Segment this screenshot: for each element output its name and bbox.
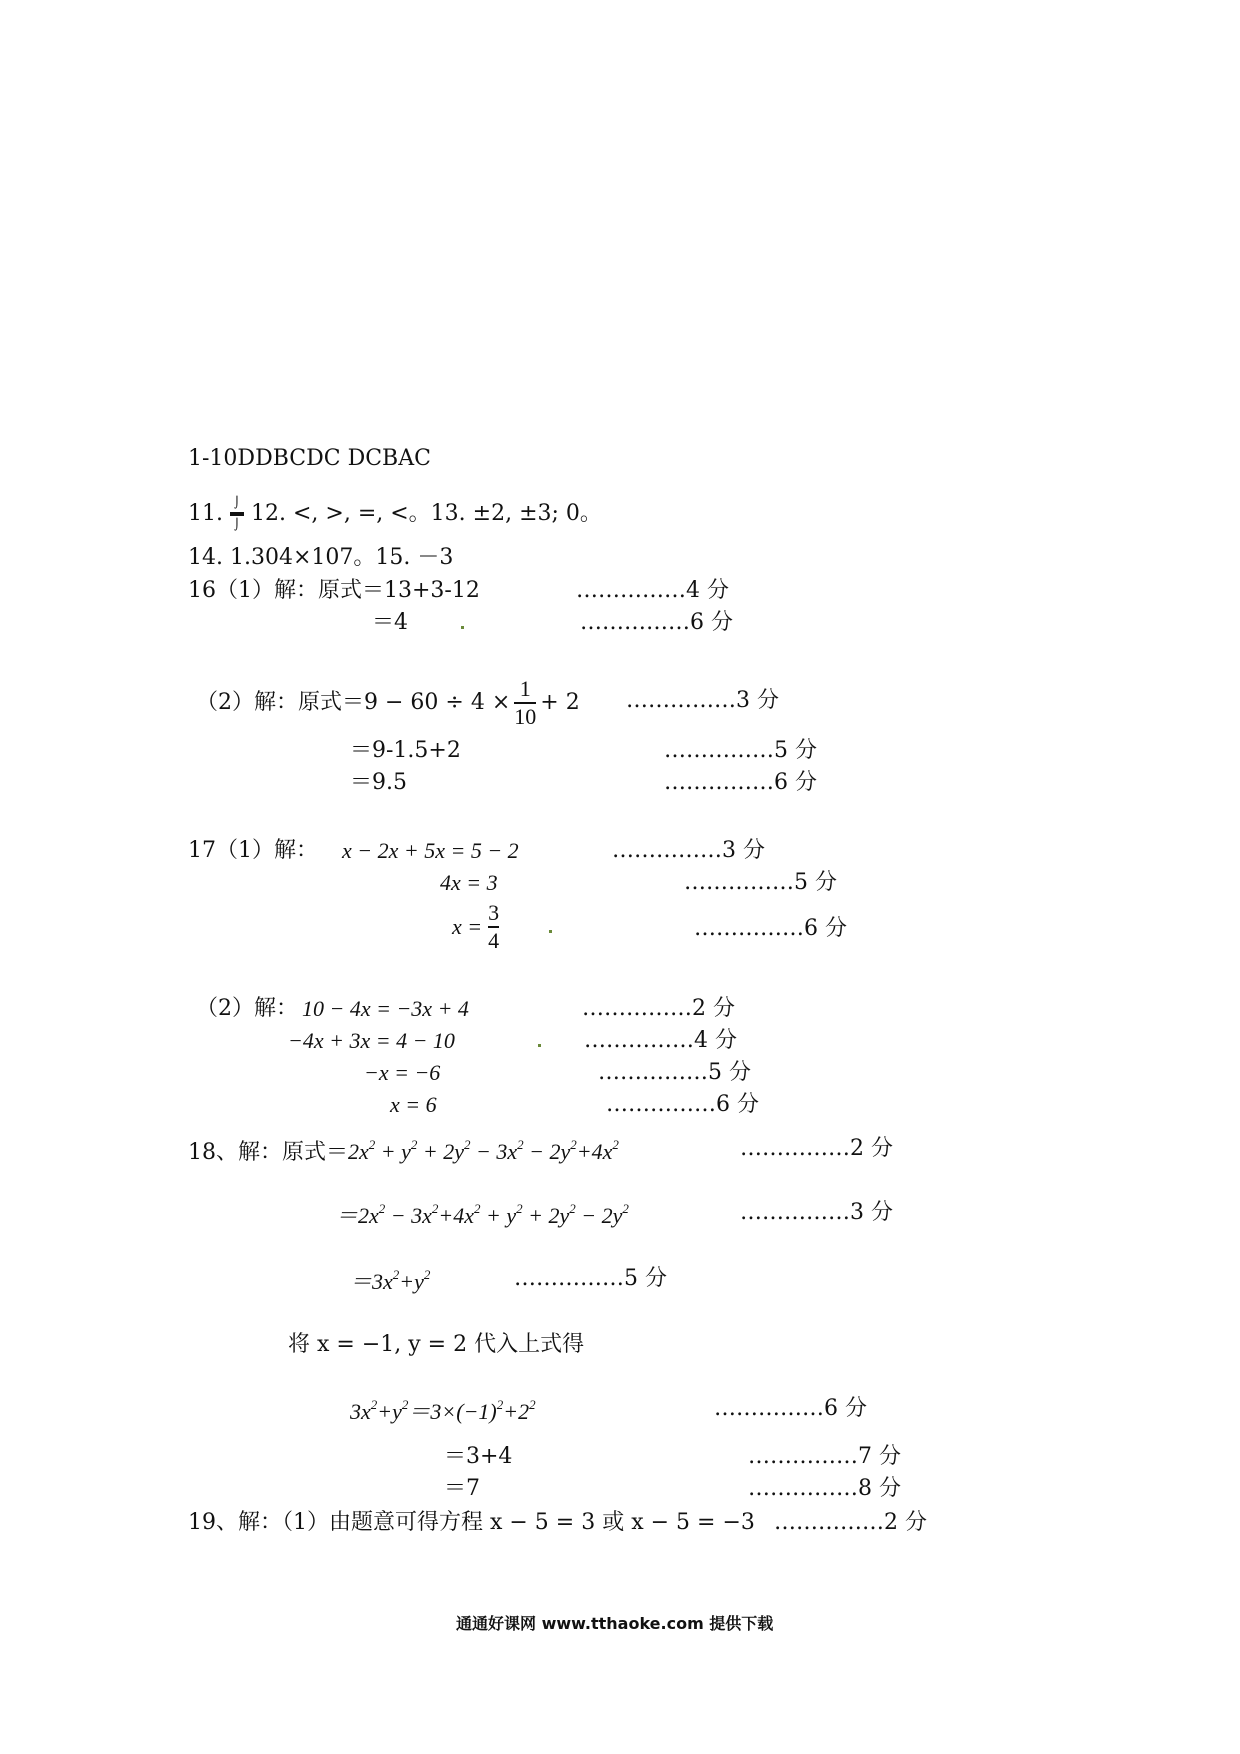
- q17-1-score1: ……………3 分: [612, 838, 765, 863]
- q16-2-line1: [196, 678, 580, 728]
- q17-2-label: （2）解：: [196, 996, 298, 1021]
- frac-denominator: 4: [488, 928, 500, 953]
- scan-speck: [549, 930, 552, 933]
- q18-score2: ……………3 分: [740, 1200, 893, 1225]
- q18-score6: ……………8 分: [748, 1476, 901, 1501]
- q18-score3: ……………5 分: [514, 1266, 667, 1291]
- q17-2-score4: ……………6 分: [606, 1092, 759, 1117]
- q16-2-line3: ＝9.5: [350, 770, 407, 795]
- q17-1-fraction: [488, 902, 499, 952]
- q17-2-eq1: 10 − 4x = −3x + 4: [302, 996, 469, 1021]
- q17-1-score2: ……………5 分: [684, 870, 837, 895]
- q17-2-score3: ……………5 分: [598, 1060, 751, 1085]
- q17-1-eq2: 4x = 3: [440, 870, 498, 895]
- q12-q13-answers: 12. <, >, =, <。13. ±2, ±3; 0。: [251, 501, 602, 526]
- q17-2-score2: ……………4 分: [584, 1028, 737, 1053]
- q16-1-line1: 16（1）解：原式＝13+3-12: [188, 578, 480, 603]
- q17-2-score1: ……………2 分: [582, 996, 735, 1021]
- q18-line4: $3x^2+y^2=3\times(-1)^2+2^2$: [350, 1397, 536, 1424]
- q16-2-score3: ……………6 分: [664, 770, 817, 795]
- q11-fraction-mark: ⌡ ⌡: [230, 497, 244, 531]
- scan-speck: [538, 1044, 541, 1047]
- q17-1-label: 17（1）解：: [188, 838, 318, 863]
- q17-2-eq2: −4x + 3x = 4 − 10: [288, 1028, 455, 1053]
- q16-2-score2: ……………5 分: [664, 738, 817, 763]
- q18-line5: ＝3+4: [444, 1444, 513, 1469]
- q16-2-line2: ＝9-1.5+2: [350, 738, 461, 763]
- frac-numerator: 1: [519, 676, 531, 701]
- q17-2-eq3: −x = −6: [364, 1060, 441, 1085]
- scan-speck: [461, 626, 464, 629]
- q16-1-score1: ……………4 分: [576, 578, 729, 603]
- q16-2-tail: + 2: [540, 690, 580, 715]
- q19-line1: 19、解：（1）由题意可得方程 x − 5 = 3 或 x − 5 = −3: [188, 1510, 755, 1535]
- q18-score5: ……………7 分: [748, 1444, 901, 1469]
- q16-2-fraction: [514, 678, 536, 728]
- q17-1-eq3-lhs: x =: [452, 914, 483, 939]
- q18-score4: ……………6 分: [714, 1396, 867, 1421]
- mc-answers: 1-10DDBCDC DCBAC: [188, 446, 431, 471]
- q18-line1: [188, 1138, 619, 1164]
- q14-q15-answers: 14. 1.304×107。15. －3: [188, 545, 454, 570]
- q19-score: ……………2 分: [774, 1510, 927, 1535]
- q16-1-score2: ……………6 分: [580, 610, 733, 635]
- q18-label: 18、解：原式＝: [188, 1140, 348, 1165]
- q17-1-eq3: [452, 902, 499, 952]
- q16-1-line2: ＝4: [372, 610, 408, 635]
- q17-1-eq1: x − 2x + 5x = 5 − 2: [342, 838, 519, 863]
- fill-answers-line: [188, 497, 602, 531]
- footer-source: 通通好课网 www.tthaoke.com 提供下载: [456, 1614, 774, 1633]
- q18-line2: $=2x^2 - 3x^2+4x^2 + y^2 + 2y^2 - 2y^2$: [336, 1201, 629, 1228]
- q18-substitute: 将 x = −1, y = 2 代入上式得: [288, 1332, 585, 1357]
- frac-denominator: 10: [514, 704, 537, 729]
- q16-2-score1: ……………3 分: [626, 688, 779, 713]
- frac-numerator: 3: [488, 900, 500, 925]
- q17-1-score3: ……………6 分: [694, 916, 847, 941]
- q18-expr1: $2x^2 + y^2 + 2y^2 - 3x^2 - 2y^2+4x^2$: [348, 1137, 619, 1164]
- q18-line3: $=3x^2+y^2$: [350, 1267, 431, 1294]
- q17-2-eq4: x = 6: [390, 1092, 437, 1117]
- q18-score1: ……………2 分: [740, 1136, 893, 1161]
- q18-line6: ＝7: [444, 1476, 480, 1501]
- q16-2-expr: （2）解：原式＝9 − 60 ÷ 4 ×: [196, 690, 511, 715]
- q11-label: 11.: [188, 501, 223, 526]
